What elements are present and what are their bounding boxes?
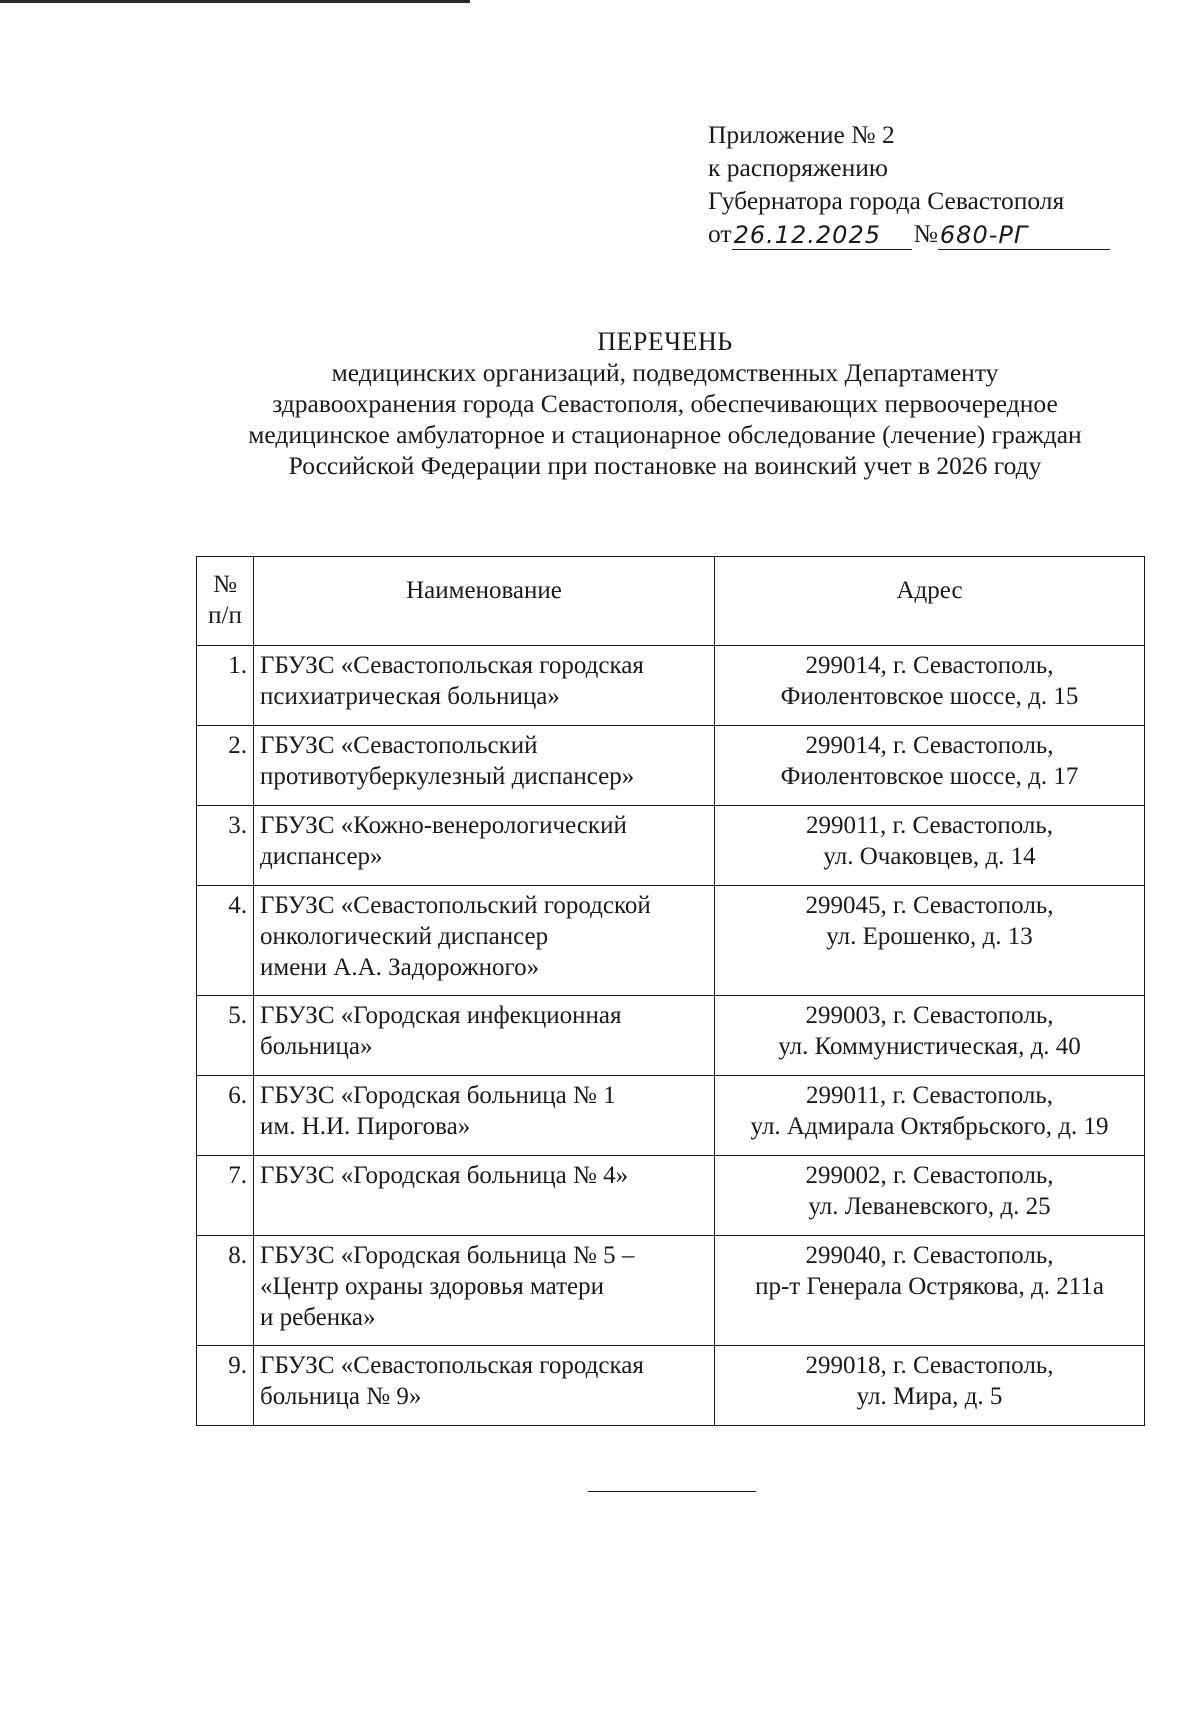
org-address-line: 299014, г. Севастополь,	[805, 732, 1054, 759]
row-number: 3.	[197, 806, 254, 886]
appendix-header	[708, 118, 1110, 250]
number-sign: №	[913, 219, 938, 248]
org-address-line: ул. Адмирала Октябрьского, д. 19	[750, 1113, 1109, 1140]
org-name	[254, 1346, 715, 1426]
row-number: 5.	[197, 996, 254, 1076]
org-name-line: противотуберкулезный диспансер»	[260, 763, 635, 790]
scan-top-edge-line	[0, 0, 470, 3]
table-body	[197, 646, 1145, 1426]
org-address-line: 299040, г. Севастополь,	[805, 1242, 1054, 1269]
org-name-line: и ребенка»	[260, 1304, 376, 1331]
org-name-line: ГБУЗС «Севастопольская городская	[260, 1352, 644, 1379]
org-address-line: ул. Мира, д. 5	[856, 1383, 1003, 1410]
org-name-line: ГБУЗС «Городская больница № 1	[260, 1082, 616, 1109]
table-row	[197, 1236, 1145, 1346]
org-name	[254, 1076, 715, 1156]
org-name	[254, 886, 715, 996]
org-address-line: Фиолентовское шоссе, д. 15	[780, 683, 1079, 710]
row-number: 6.	[197, 1076, 254, 1156]
org-address-line: 299003, г. Севастополь,	[805, 1002, 1054, 1029]
appendix-number: Приложение № 2	[708, 120, 895, 149]
org-name-line: больница»	[260, 1033, 373, 1060]
org-address	[715, 726, 1145, 806]
org-name-line: ГБУЗС «Севастопольский	[260, 732, 538, 759]
row-number: 4.	[197, 886, 254, 996]
org-name-line: им. Н.И. Пирогова»	[260, 1113, 471, 1140]
table-row	[197, 646, 1145, 726]
table-row	[197, 1156, 1145, 1236]
org-address	[715, 1076, 1145, 1156]
appendix-issuer: Губернатора города Севастополя	[708, 186, 1065, 215]
table-header-row	[197, 557, 1145, 646]
header-address: Адрес	[715, 557, 1145, 646]
org-name-line: ГБУЗС «Городская больница № 4»	[260, 1162, 629, 1189]
org-name-line: ГБУЗС «Севастопольский городской	[260, 892, 651, 919]
org-name-line: ГБУЗС «Городская больница № 5 –	[260, 1242, 635, 1269]
org-address-line: пр-т Генерала Острякова, д. 211а	[755, 1273, 1104, 1300]
row-number: 1.	[197, 646, 254, 726]
org-address	[715, 1156, 1145, 1236]
org-name-line: имени А.А. Задорожного»	[260, 954, 540, 981]
header-num	[197, 557, 254, 646]
title-line-4: Российской Федерации при постановке на воинский учет в 2026 году	[288, 451, 1042, 480]
org-address	[715, 1346, 1145, 1426]
title-line-2: здравоохранения города Севастополя, обеспечивающих первоочередное	[272, 389, 1058, 418]
table-row	[197, 886, 1145, 996]
org-name-line: психиатрическая больница»	[260, 683, 560, 710]
org-name-line: ГБУЗС «Городская инфекционная	[260, 1002, 622, 1029]
table-row	[197, 1076, 1145, 1156]
org-name	[254, 996, 715, 1076]
org-address-line: ул. Ерошенко, д. 13	[826, 923, 1033, 950]
org-address-line: ул. Леваневского, д. 25	[808, 1193, 1051, 1220]
title-line-3: медицинское амбулаторное и стационарное обследование (лечение) граждан	[248, 420, 1082, 449]
header-num-line-1: №	[213, 571, 237, 598]
org-address-line: 299018, г. Севастополь,	[805, 1352, 1054, 1379]
org-name	[254, 806, 715, 886]
org-address-line: ул. Коммунистическая, д. 40	[778, 1033, 1081, 1060]
org-address-line: ул. Очаковцев, д. 14	[823, 843, 1036, 870]
org-name	[254, 726, 715, 806]
title-line-1: медицинских организаций, подведомственных Департаменту	[331, 358, 999, 387]
appendix-date-number-line	[708, 217, 1110, 250]
org-address-line: 299045, г. Севастополь,	[805, 892, 1054, 919]
handwritten-date: 26.12.2025	[732, 221, 912, 250]
row-number: 7.	[197, 1156, 254, 1236]
header-num-line-2: п/п	[208, 602, 242, 629]
appendix-ref-line: к распоряжению	[708, 153, 888, 182]
title-word: ПЕРЕЧЕНЬ	[597, 327, 733, 356]
header-name: Наименование	[254, 557, 715, 646]
org-name-line: «Центр охраны здоровья матери	[260, 1273, 605, 1300]
end-separator-line	[588, 1491, 756, 1492]
org-address	[715, 806, 1145, 886]
org-name-line: онкологический диспансер	[260, 923, 549, 950]
org-name-line: больница № 9»	[260, 1383, 422, 1410]
row-number: 2.	[197, 726, 254, 806]
table-row	[197, 1346, 1145, 1426]
table-row	[197, 726, 1145, 806]
row-number: 9.	[197, 1346, 254, 1426]
org-address-line: Фиолентовское шоссе, д. 17	[780, 763, 1079, 790]
org-address-line: 299011, г. Севастополь,	[805, 812, 1054, 839]
date-prefix: от	[708, 219, 732, 248]
table-row	[197, 806, 1145, 886]
table-row	[197, 996, 1145, 1076]
org-name-line: ГБУЗС «Севастопольская городская	[260, 652, 644, 679]
org-address	[715, 646, 1145, 726]
row-number: 8.	[197, 1236, 254, 1346]
org-address	[715, 996, 1145, 1076]
org-name-line: диспансер»	[260, 843, 383, 870]
org-address	[715, 1236, 1145, 1346]
org-name	[254, 1156, 715, 1236]
org-address-line: 299011, г. Севастополь,	[805, 1082, 1054, 1109]
org-name-line: ГБУЗС «Кожно-венерологический	[260, 812, 627, 839]
org-address-line: 299002, г. Севастополь,	[805, 1162, 1054, 1189]
handwritten-number: 680-РГ	[938, 221, 1110, 250]
document-title	[160, 326, 1170, 481]
org-name	[254, 646, 715, 726]
org-name	[254, 1236, 715, 1346]
org-address	[715, 886, 1145, 996]
org-address-line: 299014, г. Севастополь,	[805, 652, 1054, 679]
organizations-table	[196, 556, 1145, 1426]
